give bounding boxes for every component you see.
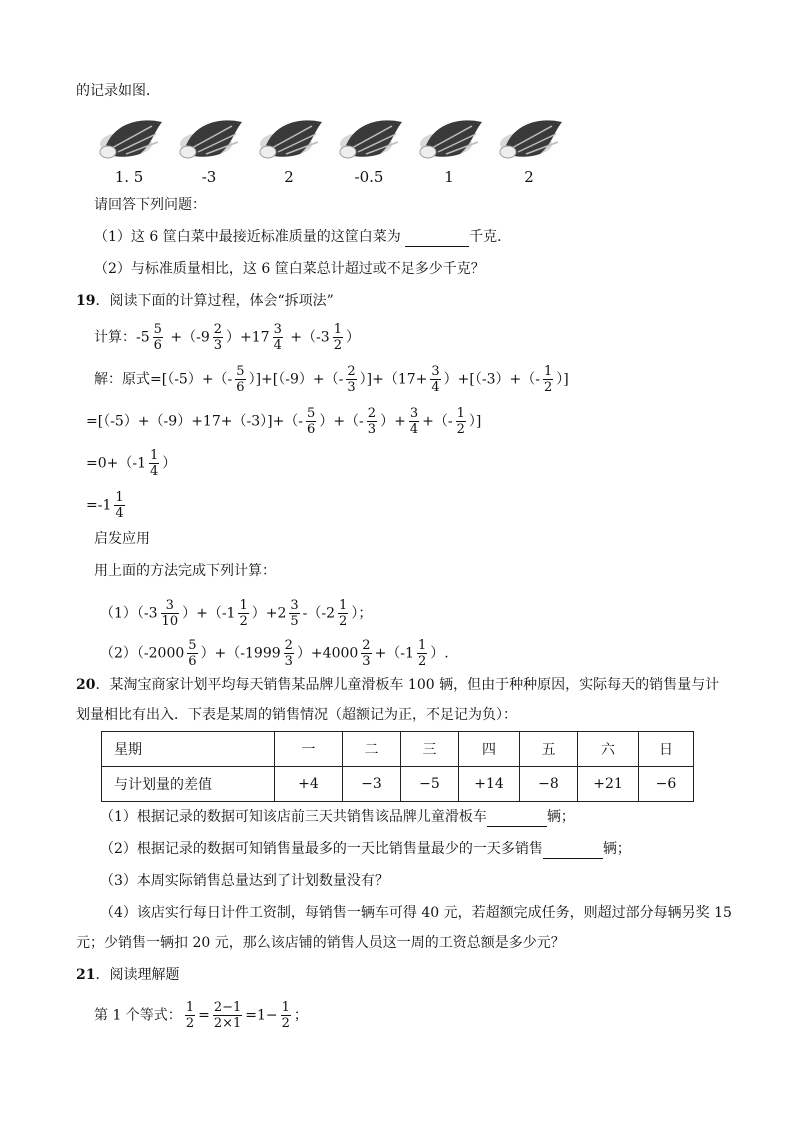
q20-text-line2: 划量相比有出入．下表是某周的销售情况（超额记为正，不足记为负）：: [76, 707, 517, 723]
equation-label: =[（-5）+（-9）+17+（-3）]+（-: [86, 413, 304, 430]
table-header-cell: 五: [520, 732, 578, 767]
q19-solution-line: 解：原式=[（-5）+（- $\frac{5}{6}$ ）]+[（-9）+（- $\frac{2}{3}$ ）]+（17+ $\frac{3}{4}$ ）+[（-3）+（- $\frac{1}{2}$ ）]: [94, 364, 569, 395]
fraction: $\frac{1}{4}$: [115, 490, 124, 521]
q19-part2: （2）（-2000 $\frac{5}{6}$ ）+（-1999 $\frac{2}{3}$ ）+4000 $\frac{2}{3}$ +（-1 $\frac{1}{2}$ ）.: [100, 638, 449, 669]
q19-calc-line: 计算：-5 $\frac{5}{6}$ +（-9 $\frac{2}{3}$ ）+17 $\frac{3}{4}$ +（-3 $\frac{1}{2}$ ）: [94, 322, 360, 353]
calc-label: 计算：-5: [94, 329, 150, 346]
fraction: $\frac{2}{3}$: [367, 406, 377, 437]
q21-title: [76, 966, 179, 984]
table-header-cell: 四: [459, 732, 520, 767]
table-cell: +21: [578, 767, 639, 802]
question-number: 19: [76, 293, 96, 309]
table-cell: −8: [520, 767, 578, 802]
cabbage-image: [96, 112, 168, 162]
q20-part1-unit: 辆；: [546, 809, 575, 825]
fraction: $\frac{3}{4}$: [431, 364, 440, 395]
cabbage-value: -0.5: [354, 168, 384, 186]
q18-part1-unit: 千克．: [469, 229, 512, 245]
intro-text: 的记录如图．: [76, 83, 160, 99]
fraction: $\frac{5}{6}$: [188, 638, 197, 669]
question-number: 21: [76, 967, 96, 983]
q20-part1-text: （1）根据记录的数据可知该店前三天共销售该品牌儿童滑板车: [100, 809, 487, 825]
q19-inspire: 启发应用: [94, 531, 150, 547]
fraction: $\frac{1}{2}$: [456, 406, 465, 437]
fraction: $\frac{1}{2}$: [417, 638, 427, 669]
cabbage-value: 2: [284, 168, 294, 186]
answer-blank[interactable]: [405, 228, 469, 247]
fraction: $\frac{3}{4}$: [409, 406, 419, 437]
q18-part1: [94, 228, 511, 247]
cabbage-image: [496, 112, 568, 162]
cabbage-image: [416, 112, 488, 162]
q18-prompt: 请回答下列问题：: [94, 197, 206, 213]
q19-title: [76, 292, 334, 310]
table-cell: +4: [275, 767, 343, 802]
fraction: $\frac{3}{10}$: [161, 598, 179, 629]
eq1-label: 第 1 个等式：: [94, 1007, 182, 1024]
fraction: $\frac{5}{6}$: [236, 364, 245, 395]
solution-label: 解：原式=[（-5）+（-: [94, 371, 233, 388]
q19-result-line: [86, 490, 128, 521]
q20-part2: [100, 840, 631, 859]
result-label: =-1: [86, 497, 112, 514]
cabbage-value: 1. 5: [114, 168, 144, 186]
fraction: $\frac{1}{2}$: [333, 322, 342, 353]
fraction: $\frac{3}{4}$: [273, 322, 282, 353]
q20-part4-line2: 元；少销售一辆扣 20 元，那么该店铺的销售人员这一周的工资总额是多少元？: [76, 935, 565, 951]
q19-part1: （1）（-3 $\frac{3}{10}$ ）+（-1 $\frac{1}{2}$ ）+2 $\frac{3}{5}$ -（-2 $\frac{1}{2}$ ）；: [100, 598, 373, 629]
q21-equation-1: 第 1 个等式： $\frac{1}{2}$ = $\frac{2-1}{2\times 1}$ =1− $\frac{1}{2}$ ；: [94, 1000, 308, 1031]
table-header-cell: 星期: [102, 732, 275, 767]
table-row: [102, 732, 694, 767]
fraction: $\frac{2}{3}$: [213, 322, 223, 353]
table-header-cell: 六: [578, 732, 639, 767]
answer-blank[interactable]: [543, 840, 603, 859]
cabbage-image: [256, 112, 328, 162]
fraction: $\frac{1}{2}$: [339, 598, 348, 629]
q20-part3: （3）本周实际销售总量达到了计划数量没有？: [100, 873, 389, 889]
fraction: $\frac{1}{2}$: [239, 598, 248, 629]
q20-part4-line1: （4）该店实行每日计件工资制，每销售一辆车可得 40 元，若超额完成任务，则超过部分每辆另奖 15: [100, 905, 732, 921]
table-cell: +14: [459, 767, 520, 802]
part1-label: （1）（-3: [100, 605, 158, 622]
fraction: $\frac{2}{3}$: [284, 638, 293, 669]
q20-part2-unit: 辆；: [602, 841, 631, 857]
cabbage-value: 1: [444, 168, 454, 186]
cabbage-image: [176, 112, 248, 162]
fraction: $\frac{1}{2}$: [543, 364, 553, 395]
answer-blank[interactable]: [487, 808, 547, 827]
table-cell: 与计划量的差值: [102, 767, 275, 802]
q19-title-text: ．阅读下面的计算过程，体会“拆项法”: [95, 293, 334, 309]
q21-title-text: ．阅读理解题: [95, 967, 180, 983]
table-cell: −3: [343, 767, 401, 802]
table-header-cell: 一: [275, 732, 343, 767]
question-number: 20: [76, 677, 96, 693]
fraction: $\frac{1}{4}$: [150, 448, 159, 479]
fraction: $\frac{5}{6}$: [153, 322, 162, 353]
fraction: $\frac{2}{3}$: [362, 638, 371, 669]
part2-label: （2）（-2000: [100, 645, 185, 662]
q18-part2: （2）与标准质量相比，这 6 筐白菜总计超过或不足多少千克？: [94, 261, 485, 277]
q19-equation-line: =[（-5）+（-9）+17+（-3）]+（- $\frac{5}{6}$ ）+（- $\frac{2}{3}$ ）+ $\frac{3}{4}$ +（- $\frac{1}{2}$ ）]: [86, 406, 482, 437]
q20-part1: [100, 808, 575, 827]
fraction: $\frac{5}{6}$: [307, 406, 316, 437]
table-header-cell: 三: [401, 732, 459, 767]
cabbage-image: [336, 112, 408, 162]
q19-use: 用上面的方法完成下列计算：: [94, 563, 276, 579]
fraction: $\frac{2}{3}$: [347, 364, 356, 395]
fraction: $\frac{2-1}{2\times 1}$: [213, 1000, 242, 1031]
cabbage-value: -3: [201, 168, 217, 186]
fraction: $\frac{1}{2}$: [281, 1000, 290, 1031]
table-header-cell: 二: [343, 732, 401, 767]
table-cell: −6: [639, 767, 694, 802]
table-header-cell: 日: [639, 732, 694, 767]
q18-part1-text: （1）这 6 筐白菜中最接近标准质量的这筐白菜为: [94, 229, 406, 245]
table-row: [102, 767, 694, 802]
q20-text: ．某淘宝商家计划平均每天销售某品牌儿童滑板车 100 辆，但由于种种原因，实际每天的销售量与计: [95, 677, 720, 693]
fraction: $\frac{1}{2}$: [185, 1000, 195, 1031]
q19-zero-line: =0+（-1 $\frac{1}{4}$ ）: [86, 448, 177, 479]
q20-text-line1: [76, 676, 719, 694]
cabbage-value: 2: [524, 168, 534, 186]
q20-part2-text: （2）根据记录的数据可知销售量最多的一天比销售量最少的一天多销售: [100, 841, 543, 857]
table-cell: −5: [401, 767, 459, 802]
fraction: $\frac{3}{5}$: [290, 598, 299, 629]
sales-table: [101, 731, 694, 802]
zero-label: =0+（-1: [86, 455, 147, 472]
